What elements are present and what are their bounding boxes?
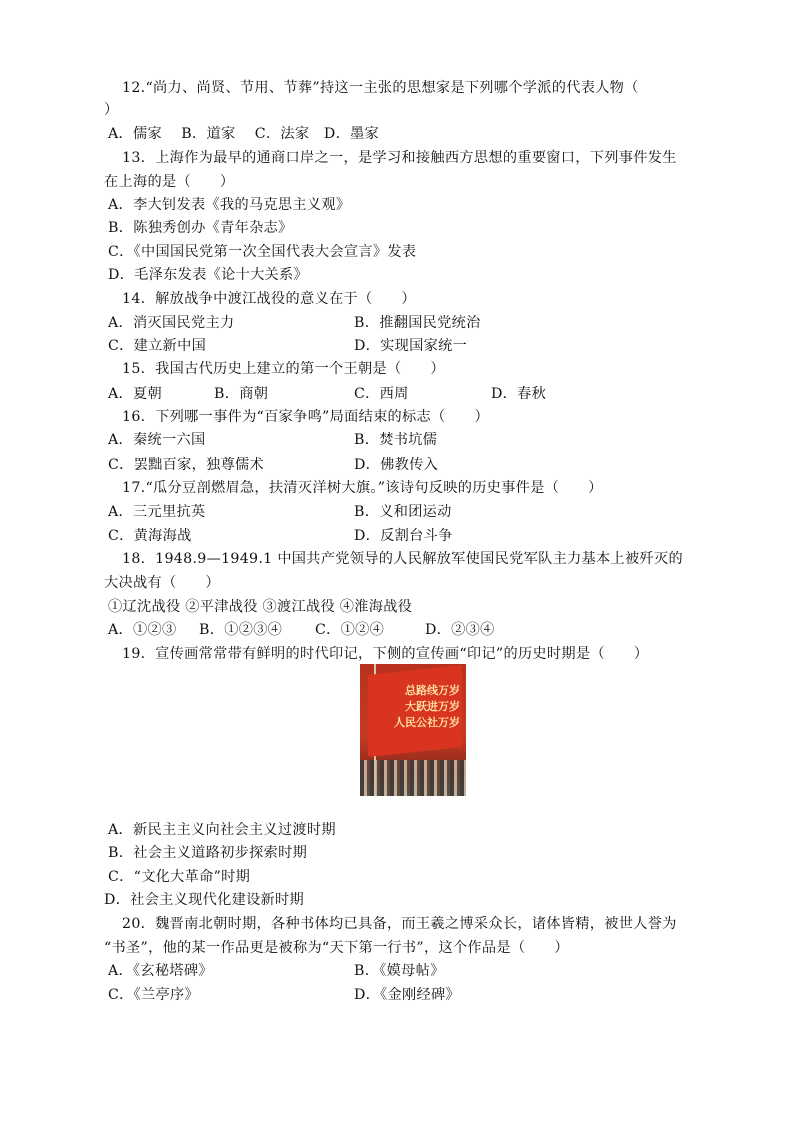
q17-stem: 17.“瓜分豆剖燃眉急，扶清灭洋树大旗。”该诗句反映的历史事件是（ ） <box>122 480 603 496</box>
q18-option-d: D．②③④ <box>425 622 495 638</box>
q17-option-a: A．三元里抗英 <box>108 504 206 520</box>
q18-option-a: A．①②③ <box>108 622 177 638</box>
q16-option-c: C．罢黜百家，独尊儒术 <box>108 457 265 473</box>
q17-option-b: B．义和团运动 <box>354 504 452 520</box>
q19-option-b: B．社会主义道路初步探索时期 <box>108 845 308 861</box>
q16-option-b: B．焚书坑儒 <box>354 432 438 448</box>
q18-option-b: B．①②③④ <box>199 622 283 638</box>
q14-option-a: A．消灭国民党主力 <box>108 315 235 331</box>
q18-option-c: C．①②④ <box>315 622 385 638</box>
crowd-illustration <box>360 760 466 796</box>
q13-option-a: A．李大钊发表《我的马克思主义观》 <box>108 197 351 213</box>
q15-option-b: B．商朝 <box>214 386 269 402</box>
q15-option-d: D．春秋 <box>491 386 547 402</box>
q19-option-a: A．新民主主义向社会主义过渡时期 <box>108 822 336 838</box>
q19-stem: 19．宣传画常常带有鲜明的时代印记，下侧的宣传画“印记”的历史时期是（ ） <box>122 646 649 662</box>
q13-option-d: D．毛泽东发表《论十大关系》 <box>108 267 309 283</box>
q13-option-c: C．《中国国民党第一次全国代表大会宣言》发表 <box>108 244 417 260</box>
q18-stem: 18．1948.9—1949.1 中国共产党领导的人民解放军使国民党军队主力基本上被歼灭的 <box>122 551 683 567</box>
q12-stem-cont: ） <box>104 102 119 118</box>
q19-option-d: D．社会主义现代化建设新时期 <box>104 892 305 908</box>
q15-option-a: A．夏朝 <box>108 386 163 402</box>
q13-stem: 13．上海作为最早的通商口岸之一，是学习和接触西方思想的重要窗口，下列事件发生 <box>122 150 677 166</box>
poster-slogan-1: 总路线万岁 <box>405 684 460 697</box>
q20-option-a: A．《玄秘塔碑》 <box>108 963 213 979</box>
q16-option-a: A．秦统一六国 <box>108 432 206 448</box>
q14-stem: 14．解放战争中渡江战役的意义在于（ ） <box>122 291 416 307</box>
q20-stem: 20．魏晋南北朝时期，各种书体均已具备，而王羲之博采众长，诸体皆精，被世人誉为 <box>122 916 677 932</box>
q18-items: ①辽沈战役 ②平津战役 ③渡江战役 ④淮海战役 <box>108 599 413 615</box>
poster-slogan-2: 大跃进万岁 <box>405 700 460 713</box>
q14-option-b: B．推翻国民党统治 <box>354 315 481 331</box>
q20-stem-cont: “书圣”，他的某一作品更是被称为“天下第一行书”，这个作品是（ ） <box>104 940 569 956</box>
q20-option-c: C．《兰亭序》 <box>108 987 199 1003</box>
q14-option-c: C．建立新中国 <box>108 338 207 354</box>
q12-stem: 12.“尚力、尚贤、节用、节葬”持这一主张的思想家是下列哪个学派的代表人物（ <box>122 80 639 96</box>
q17-option-d: D．反割台斗争 <box>354 528 453 544</box>
q15-option-c: C．西周 <box>354 386 409 402</box>
q16-stem: 16．下列哪一事件为“百家争鸣”局面结束的标志（ ） <box>122 409 489 425</box>
q20-option-d: D．《金刚经碑》 <box>354 987 460 1003</box>
q19-option-c: C．“文化大革命”时期 <box>108 869 251 885</box>
q18-stem-cont: 大决战有（ ） <box>104 575 220 591</box>
q12-options: A．儒家 B．道家 C．法家 D．墨家 <box>108 126 380 142</box>
q14-option-d: D．实现国家统一 <box>354 338 468 354</box>
q15-stem: 15．我国古代历史上建立的第一个王朝是（ ） <box>122 361 445 377</box>
q13-stem-cont: 在上海的是（ ） <box>104 174 235 190</box>
poster-slogan-3: 人民公社万岁 <box>394 716 460 729</box>
q13-option-b: B．陈独秀创办《青年杂志》 <box>108 220 293 236</box>
q17-option-c: C．黄海海战 <box>108 528 192 544</box>
q20-option-b: B．《嫫母帖》 <box>354 963 445 979</box>
q16-option-d: D．佛教传入 <box>354 457 439 473</box>
propaganda-poster-image <box>360 664 466 796</box>
